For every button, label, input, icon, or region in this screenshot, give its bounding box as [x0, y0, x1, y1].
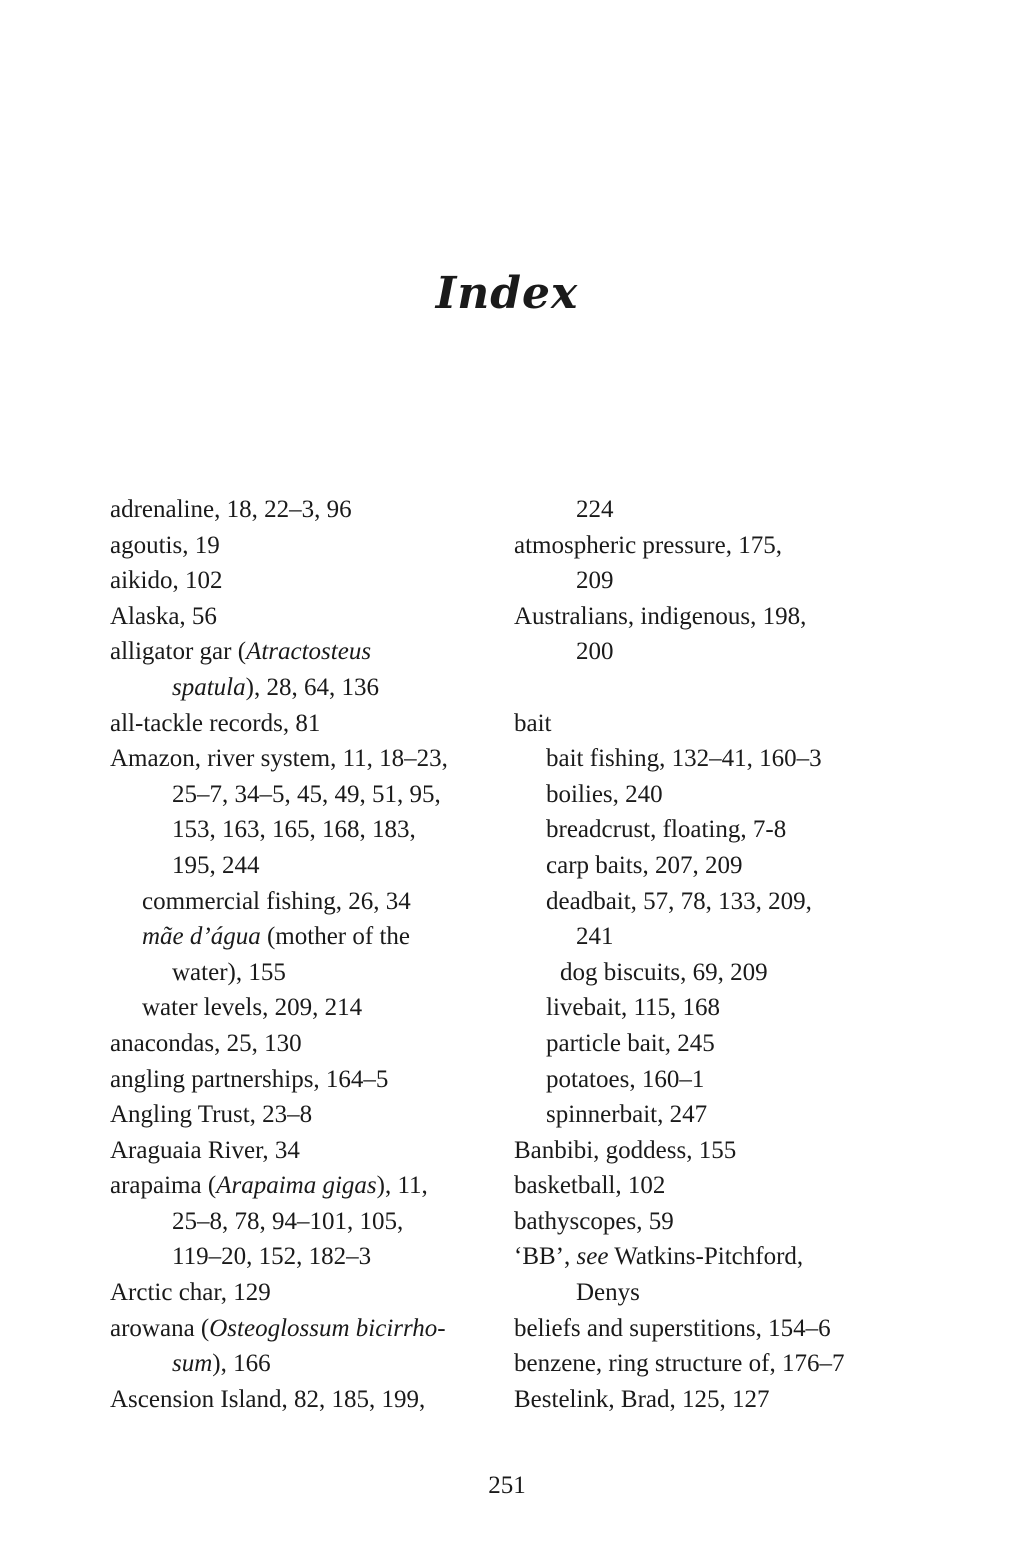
index-entry: Bestelink, Brad, 125, 127 [514, 1385, 770, 1413]
index-subentry: spinnerbait, 247 [546, 1101, 708, 1129]
index-entry-continuation: Denys [576, 1279, 640, 1307]
index-entry-continuation: 25–7, 34–5, 45, 49, 51, 95, [172, 780, 441, 808]
page-title: Index [435, 268, 579, 319]
index-subentry: livebait, 115, 168 [546, 994, 721, 1022]
index-entry: Banbibi, goddess, 155 [514, 1136, 737, 1164]
index-subentry: water levels, 209, 214 [142, 994, 363, 1022]
index-entry-continuation: 119–20, 152, 182–3 [172, 1243, 372, 1271]
index-entry: benzene, ring structure of, 176–7 [514, 1350, 845, 1378]
index-entry: ‘BB’, see Watkins-Pitchford, [514, 1243, 804, 1271]
index-entry: angling partnerships, 164–5 [110, 1065, 389, 1093]
index-subentry: carp baits, 207, 209 [546, 851, 743, 879]
index-entry-continuation: 241 [576, 923, 614, 951]
index-entry: Australians, indigenous, 198, [514, 602, 807, 630]
index-entry: all-tackle records, 81 [110, 709, 321, 737]
index-entry: arowana (Osteoglossum bicirrho- [110, 1314, 446, 1342]
index-entry-continuation: 224 [576, 496, 614, 523]
index-entry: bathyscopes, 59 [514, 1207, 674, 1235]
index-entry: bait [514, 709, 552, 737]
index-entry-continuation: 209 [576, 567, 614, 595]
index-entry: basketball, 102 [514, 1172, 666, 1200]
index-entry-continuation: 195, 244 [172, 851, 260, 879]
index-subentry: particle bait, 245 [546, 1029, 715, 1057]
letter-group-gap [514, 670, 914, 706]
index-entry: alligator gar (Atractosteus [110, 638, 372, 666]
index-entry-continuation: 153, 163, 165, 168, 183, [172, 816, 416, 844]
index-subentry: boilies, 240 [546, 780, 663, 808]
index-subentry: breadcrust, floating, 7-8 [546, 816, 787, 844]
index-entry-continuation: 25–8, 78, 94–101, 105, [172, 1207, 404, 1235]
index-entry: Arctic char, 129 [110, 1279, 271, 1307]
index-subentry: mãe d’água (mother of the [142, 923, 410, 951]
page-number: 251 [488, 1472, 526, 1499]
index-entry: Alaska, 56 [110, 602, 217, 630]
index-entry: Araguaia River, 34 [110, 1136, 300, 1164]
index-entry: beliefs and superstitions, 154–6 [514, 1314, 831, 1342]
index-subentry: dog biscuits, 69, 209 [560, 958, 768, 986]
index-entry-continuation: water), 155 [172, 958, 286, 986]
index-subentry: potatoes, 160–1 [546, 1065, 705, 1093]
index-entry: Amazon, river system, 11, 18–23, [110, 745, 448, 773]
index-subentry: deadbait, 57, 78, 133, 209, [546, 887, 812, 915]
index-entry-continuation: sum), 166 [172, 1350, 271, 1378]
index-column-right [514, 492, 914, 1417]
index-entry: arapaima (Arapaima gigas), 11, [110, 1172, 428, 1200]
index-entry: Angling Trust, 23–8 [110, 1101, 313, 1129]
index-subentry: commercial fishing, 26, 34 [142, 887, 411, 915]
index-entry: Ascension Island, 82, 185, 199, [110, 1385, 426, 1413]
index-entry-continuation: spatula), 28, 64, 136 [172, 673, 379, 701]
index-entry: aikido, 102 [110, 567, 223, 595]
index-entry-continuation: 200 [576, 638, 614, 666]
index-entry: agoutis, 19 [110, 531, 220, 559]
index-column-left [110, 492, 510, 1417]
index-entry: adrenaline, 18, 22–3, 96 [110, 496, 352, 523]
index-subentry: bait fishing, 132–41, 160–3 [546, 745, 822, 773]
index-entry: anacondas, 25, 130 [110, 1029, 302, 1057]
index-entry: atmospheric pressure, 175, [514, 531, 782, 559]
